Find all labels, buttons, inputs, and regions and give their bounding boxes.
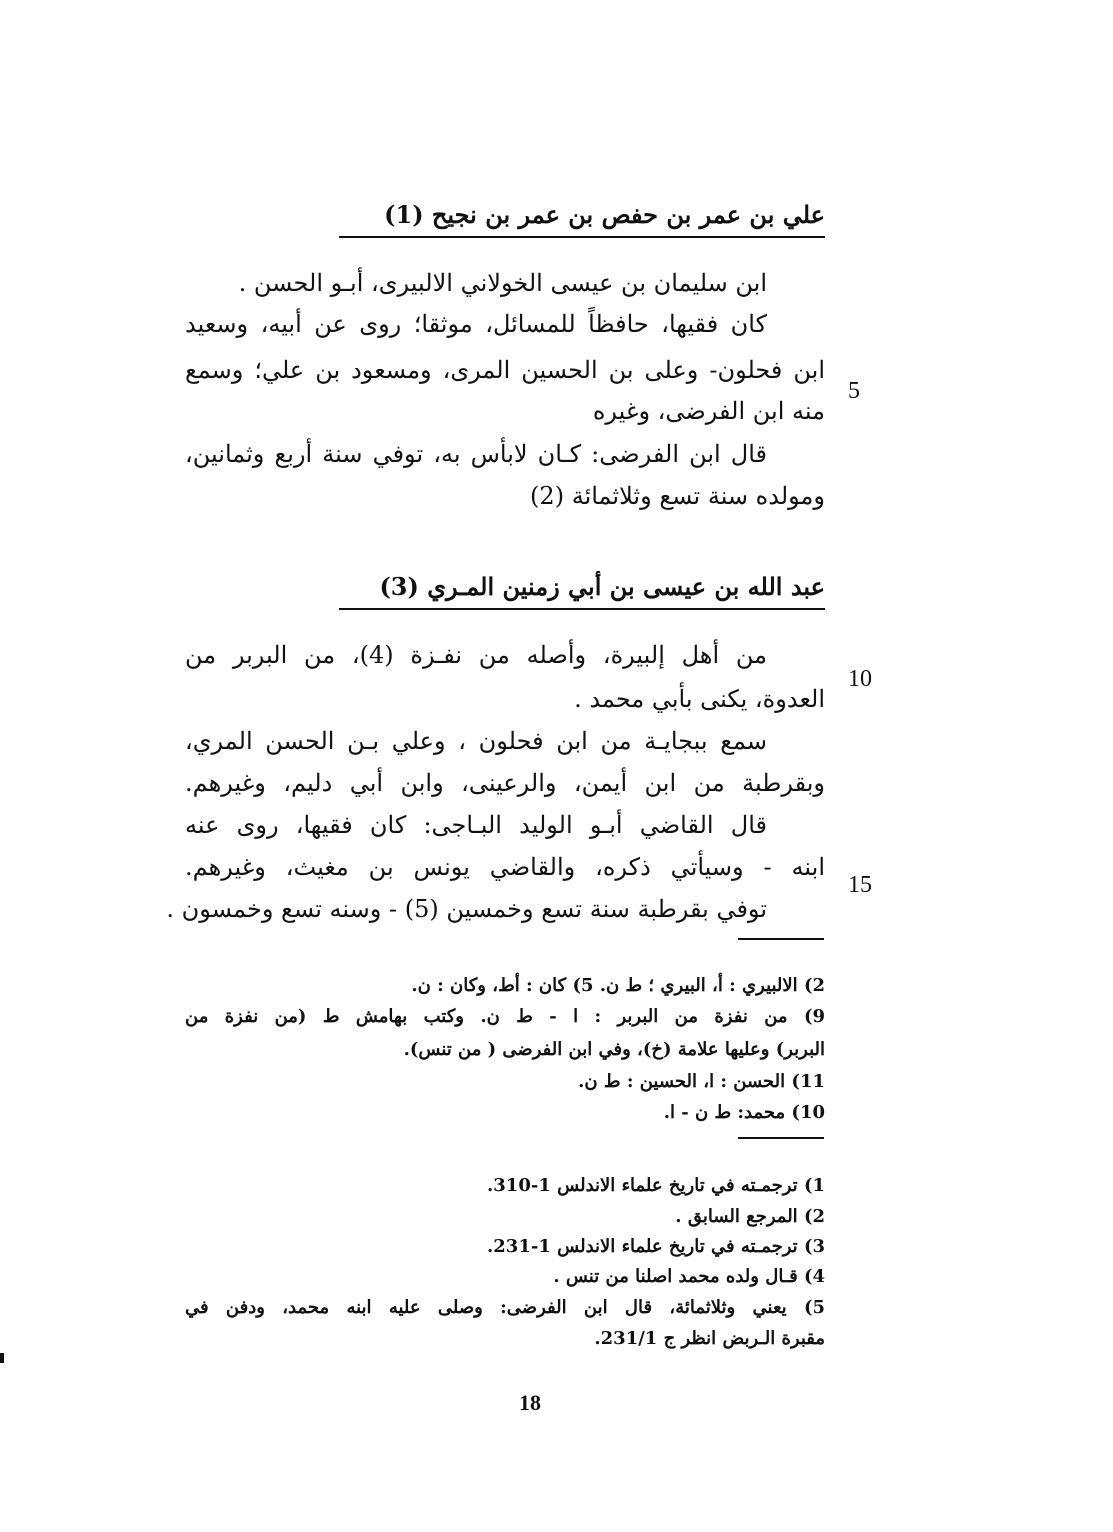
entry-text-line: العدوة، يكنى بأبي محمد . [574,685,825,713]
entry-text-line: قال القاضي أبـو الوليد البـاجى: كان فقيها، روى عنه [185,811,767,839]
entry-text-line: سمع ببجايـة من ابن فحلون ، وعلي بـن الحسن المري، [185,727,767,755]
entry-heading: علي بن عمر بن حفص بن عمر بن نجيح (1) [339,192,825,238]
variant-note-line: 10) محمد: ط ن - ا. [663,1102,825,1123]
scan-edge-mark [0,1353,4,1363]
variant-note-line: 2) الالبيري : أ، البيري ؛ ط ن. 5) كان : أط، وكان : ن. [411,975,825,996]
entry-text-line: وبقرطبة من ابن أيمن، والرعينى، وابن أبي دليم، وغيرهم. [185,769,825,797]
reference-note-line: 2) المرجع السابق . [675,1206,825,1227]
page-number: 18 [519,1390,541,1415]
entry-text-line: ابن فحلون- وعلى بن الحسين المرى، ومسعود بن علي؛ وسمع [185,356,825,384]
reference-note-line: 3) ترجمـته في تاريخ علماء الاندلس 1-231. [487,1236,825,1257]
entry-heading: عبد الله بن عيسى بن أبي زمنين المـري (3) [339,564,825,610]
entry-text-line: كان فقيها، حافظاً للمسائل، موثقا؛ روى عن أبيه، وسعيد [185,310,767,338]
variant-notes-divider [738,938,824,940]
entry-text-line: ابن سليمان بن عيسى الخولاني الالبيرى، أبـو الحسن . [238,269,767,297]
entry-text-line: ابنه - وسيأتي ذكره، والقاضي يونس بن مغيث، وغيرهم. [185,853,825,881]
entry-text-line: قال ابن الفرضى: كـان لابأس به، توفي سنة أربع وثمانين، [185,440,767,468]
entry-text-line: منه ابن الفرضى، وغيره [592,397,825,425]
reference-note-line: 4) قـال ولده محمد اصلنا من تنس . [553,1266,825,1287]
entry-text-line: من أهل إلبيرة، وأصله من نفـزة (4)، من البربر من [185,641,767,669]
line-number-15: 15 [848,872,872,898]
entry-text-line: توفي بقرطبة سنة تسع وخمسين (5) - وسنه تسع وخمسون . [166,895,767,923]
variant-note-line: البربر) وعليها علامة (خ)، وفي ابن الفرضى ( من تنس). [403,1039,825,1060]
reference-note-line: مقبرة الـربض انظر ج 231/1. [594,1328,825,1349]
variant-note-line: 11) الحسن : ا، الحسين : ط ن. [578,1071,825,1092]
reference-notes-divider [738,1137,824,1139]
reference-note-line: 1) ترجمـته في تاريخ علماء الاندلس 1-310. [487,1175,825,1196]
line-number-5: 5 [848,378,860,404]
entry-text-line: ومولده سنة تسع وثلاثمائة (2) [530,482,825,510]
variant-note-line: 9) من نفزة من البربر : ا - ط ن. وكتب بهامش ط (من نفزة من [185,1006,825,1027]
reference-note-line: 5) يعني وثلاثمائة، قال ابن الفرضى: وصلى عليه ابنه محمد، ودفن في [185,1297,825,1318]
line-number-10: 10 [848,666,872,692]
